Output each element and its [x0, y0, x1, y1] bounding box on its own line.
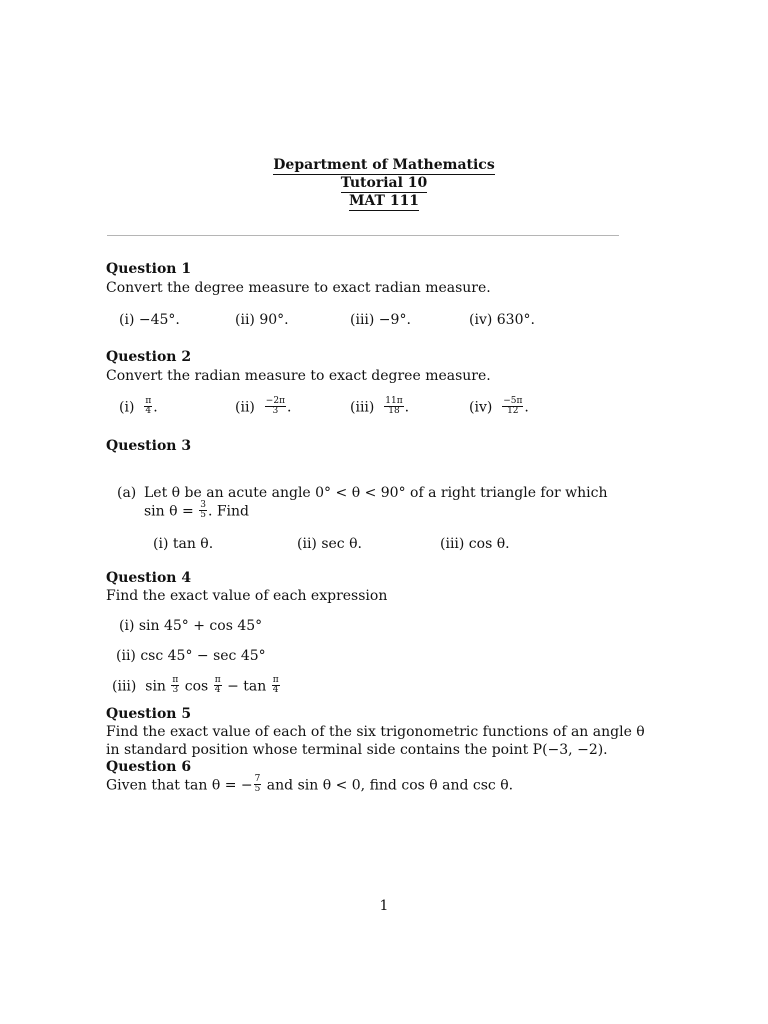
question-2-prompt: Convert the radian measure to exact degree measure. [106, 368, 491, 384]
fraction: $\frac{-5\pi}{12}$ [503, 396, 523, 416]
question-3-item-ii: (ii) sec θ. [297, 536, 362, 552]
question-4-prompt: Find the exact value of each expression [106, 588, 388, 604]
fraction: $\frac{7}{5}$ [254, 774, 261, 794]
question-3-item-i: (i) tan θ. [153, 536, 214, 552]
fraction: $\frac{\pi}{3}$ [172, 675, 179, 695]
question-3-part-a-line-2: sin θ = $\frac{3}{5}$ . Find [144, 500, 250, 520]
question-4-item-i: (i) sin 45° + cos 45° [119, 618, 263, 634]
fraction: $\frac{-2\pi}{3}$ [265, 396, 285, 416]
question-2-title: Question 2 [106, 349, 192, 365]
question-1-item-i: (i) −45°. [119, 312, 180, 328]
question-6-text: Given that tan θ = − $\frac{7}{5}$ and sin θ < 0, find cos θ and csc θ. [106, 774, 514, 794]
question-4-item-ii: (ii) csc 45° − sec 45° [116, 648, 266, 664]
course-code: MAT 111 [348, 193, 420, 209]
fraction: $\frac{\pi}{4}$ [272, 675, 279, 695]
question-1-prompt: Convert the degree measure to exact radian measure. [106, 280, 491, 296]
question-6-title: Question 6 [106, 759, 192, 775]
fraction: $\frac{3}{5}$ [200, 500, 206, 520]
fraction: $\frac{\pi}{4}$ [214, 675, 221, 695]
question-2-item-iv: (iv) $\frac{-5\pi}{12}$ . [469, 396, 529, 416]
header-divider [107, 235, 619, 236]
dept-title: Department of Mathematics [273, 157, 495, 173]
question-3-part-a-line-1: Let θ be an acute angle 0° < θ < 90° of a right triangle for which [144, 485, 608, 501]
question-5-line-1: Find the exact value of each of the six trigonometric functions of an angle θ [106, 724, 645, 740]
question-5-title: Question 5 [106, 706, 192, 722]
question-3-title: Question 3 [106, 438, 192, 454]
question-2-item-i: (i) $\frac{\pi}{4}$ . [119, 396, 158, 416]
question-1-item-iii: (iii) −9°. [350, 312, 411, 328]
tutorial-title: Tutorial 10 [340, 175, 428, 191]
question-4-item-iii: (iii) sin $\frac{\pi}{3}$ cos $\frac{\pi}{4}$ − tan $\frac{\pi}{4}$ [112, 675, 279, 695]
question-2-item-ii: (ii) $\frac{-2\pi}{3}$ . [235, 396, 292, 416]
question-4-title: Question 4 [106, 570, 192, 586]
question-3-item-iii: (iii) cos θ. [440, 536, 510, 552]
question-5-line-2: in standard position whose terminal side contains the point P(−3, −2). [106, 742, 608, 758]
page-number: 1 [379, 898, 389, 914]
fraction: $\frac{11\pi}{18}$ [385, 396, 403, 416]
question-3-part-a-label: (a) [117, 485, 137, 501]
question-2-item-iii: (iii) $\frac{11\pi}{18}$ . [350, 396, 410, 416]
question-1-item-ii: (ii) 90°. [235, 312, 289, 328]
question-1-title: Question 1 [106, 261, 192, 277]
question-1-item-iv: (iv) 630°. [469, 312, 535, 328]
fraction: $\frac{\pi}{4}$ [145, 396, 152, 416]
